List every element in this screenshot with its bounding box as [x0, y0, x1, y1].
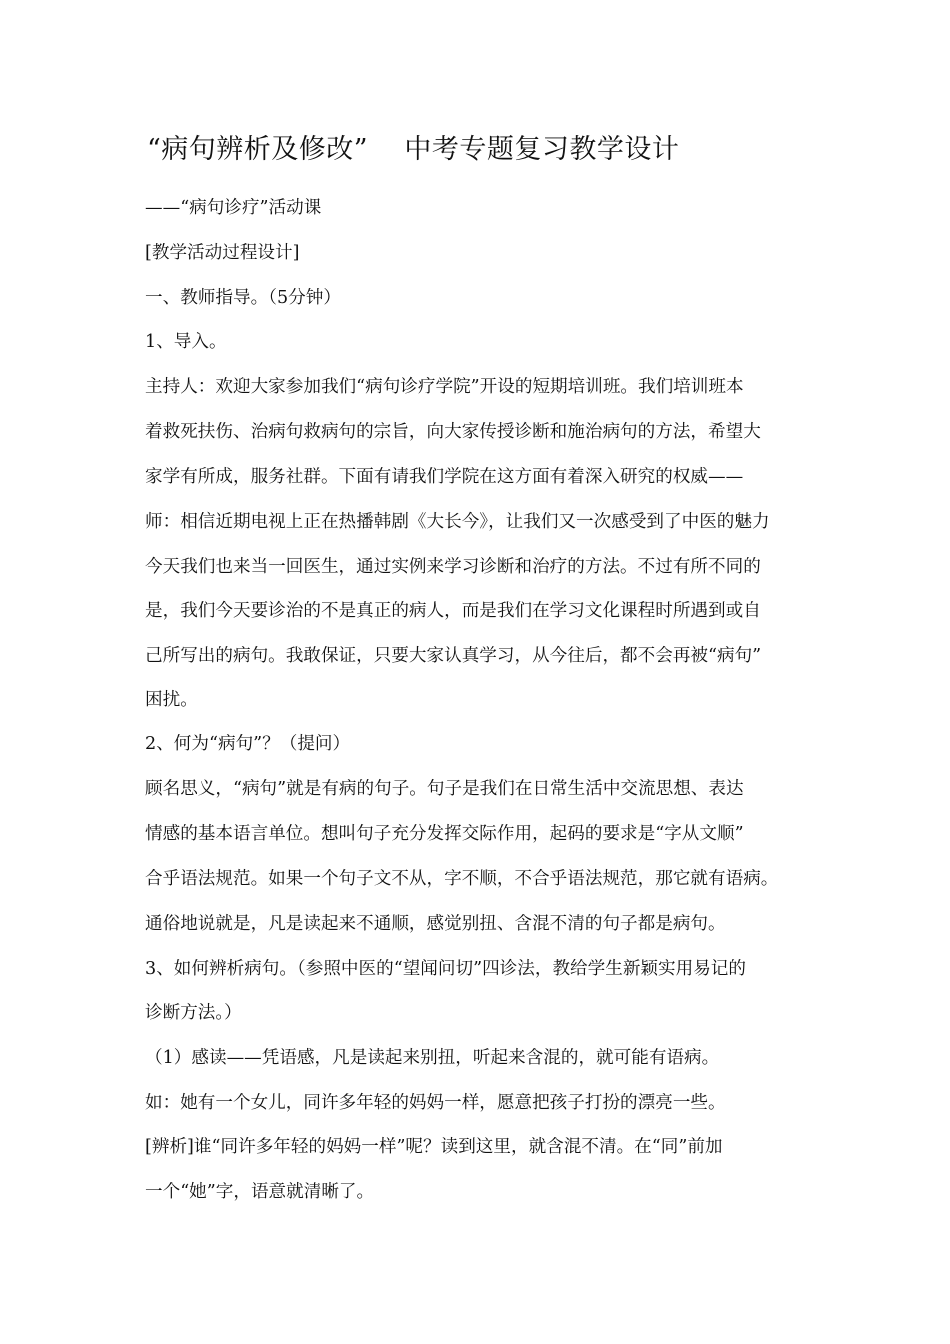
paragraph-line: 合乎语法规范。如果一个句子文不从，字不顺，不合乎语法规范，那它就有语病。 [145, 869, 779, 889]
paragraph-line: 顾名思义，“病句”就是有病的句子。句子是我们在日常生活中交流思想、表达 [145, 779, 744, 799]
paragraph-line: 己所写出的病句。我敢保证，只要大家认真学习，从今往后，都不会再被“病句” [145, 646, 762, 666]
paragraph-line: 主持人：欢迎大家参加我们“病句诊疗学院”开设的短期培训班。我们培训班本 [145, 377, 744, 397]
analysis-line: [辨析]谁“同许多年轻的妈妈一样”呢？读到这里，就含混不清。在“同”前加 [145, 1137, 723, 1157]
document-title: “病句辨析及修改” 中考专题复习教学设计 [147, 134, 680, 165]
paragraph-line: 诊断方法。） [145, 1003, 242, 1023]
paragraph-line: 师：相信近期电视上正在热播韩剧《大长今》，让我们又一次感受到了中医的魅力 [145, 512, 770, 532]
paragraph-line: 着救死扶伤、治病句救病句的宗旨，向大家传授诊断和施治病句的方法，希望大 [145, 422, 761, 442]
example-line: 如：她有一个女儿，同许多年轻的妈妈一样，愿意把孩子打扮的漂亮一些。 [145, 1093, 726, 1113]
heading-introduction: 1、导入。 [145, 332, 227, 352]
heading-teacher-guidance: 一、教师指导。（5分钟） [145, 288, 341, 308]
paragraph-line: （1）感读——凭语感，凡是读起来别扭，听起来含混的，就可能有语病。 [145, 1048, 720, 1068]
paragraph-line: 困扰。 [145, 690, 198, 710]
paragraph-line: 今天我们也来当一回医生，通过实例来学习诊断和治疗的方法。不过有所不同的 [145, 557, 761, 577]
heading-what-is-sick-sentence: 2、何为“病句”？（提问） [145, 734, 351, 754]
heading-how-to-analyze: 3、如何辨析病句。（参照中医的“望闻问切”四诊法，教给学生新颖实用易记的 [145, 959, 746, 979]
paragraph-line: 家学有所成，服务社群。下面有请我们学院在这方面有着深入研究的权威—— [145, 467, 744, 487]
subtitle: ——“病句诊疗”活动课 [145, 198, 322, 218]
paragraph-line: 情感的基本语言单位。想叫句子充分发挥交际作用，起码的要求是“字从文顺” [145, 824, 744, 844]
analysis-line: 一个“她”字，语意就清晰了。 [145, 1182, 375, 1202]
paragraph-line: 通俗地说就是，凡是读起来不通顺，感觉别扭、含混不清的句子都是病句。 [145, 914, 726, 934]
paragraph-line: 是，我们今天要诊治的不是真正的病人，而是我们在学习文化课程时所遇到或自 [145, 601, 761, 621]
section-label: [教学活动过程设计] [145, 243, 300, 263]
